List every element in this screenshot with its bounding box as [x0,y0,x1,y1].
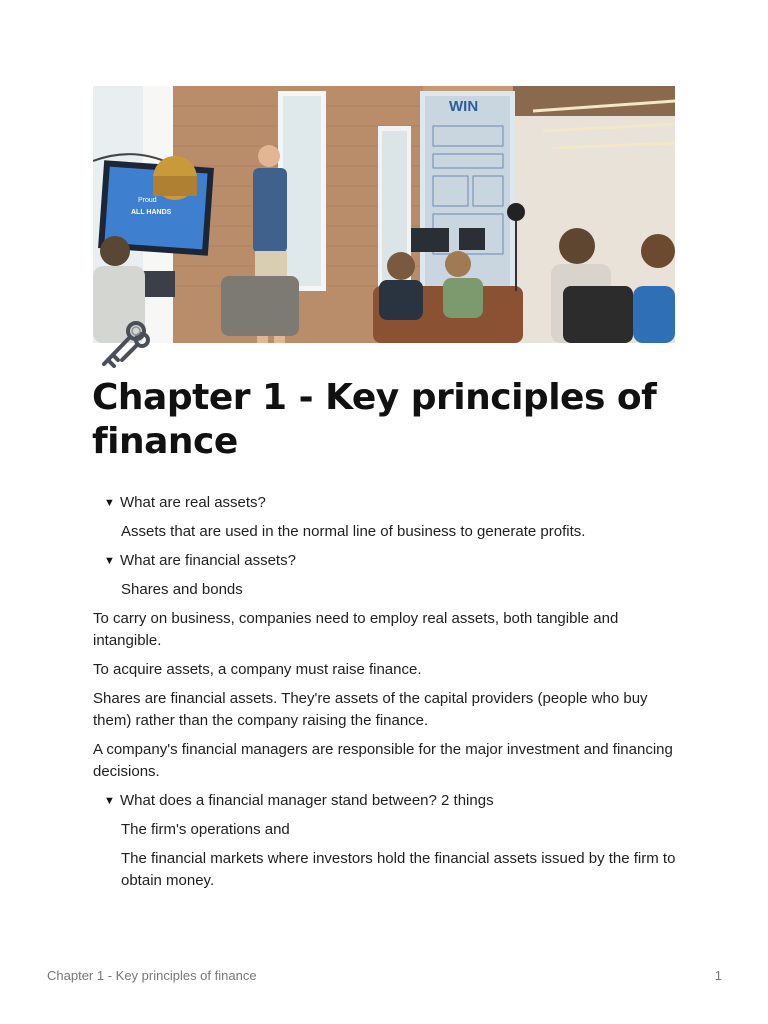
toggle-question: What are real assets? [120,494,266,511]
toggle-body [93,579,683,601]
toggle-body [93,819,683,892]
toggle-triangle-icon[interactable]: ▼ [104,555,115,567]
paragraph: Shares are financial assets. They're assets of the capital providers (people who buy them) rather than the company raising the finance. [93,690,648,729]
paragraph: To acquire assets, a company must raise finance. [93,661,422,678]
keys-icon [96,318,154,372]
toggle-answer: The firm's operations and [121,821,290,838]
page-content [93,492,683,899]
toggle-answer: The financial markets where investors hold the financial assets issued by the firm to obtain money. [121,850,676,889]
page-number: 1 [714,968,722,983]
svg-text:Proud: Proud [138,197,157,204]
toggle-header[interactable] [93,550,683,572]
toggle-block [93,492,683,543]
toggle-answer: Shares and bonds [121,581,243,598]
toggle-header[interactable] [93,492,683,514]
paragraph: A company's financial managers are responsible for the major investment and financing decisions. [93,741,673,780]
toggle-triangle-icon[interactable]: ▼ [104,497,115,509]
svg-text:ALL HANDS: ALL HANDS [131,209,172,216]
toggle-header[interactable] [93,790,683,812]
toggle-body [93,521,683,543]
toggle-block [93,790,683,892]
svg-text:WIN: WIN [449,98,479,115]
toggle-answer: Assets that are used in the normal line of business to generate profits. [121,523,586,540]
toggle-triangle-icon[interactable]: ▼ [104,795,115,807]
paragraph: To carry on business, companies need to employ real assets, both tangible and intangible. [93,610,619,649]
page-title: Chapter 1 - Key principles of finance [92,377,657,462]
footer-title: Chapter 1 - Key principles of finance [47,968,257,983]
cover-image [93,86,675,343]
toggle-block [93,550,683,601]
toggle-question: What are financial assets? [120,552,296,569]
toggle-question: What does a financial manager stand between? 2 things [120,792,494,809]
